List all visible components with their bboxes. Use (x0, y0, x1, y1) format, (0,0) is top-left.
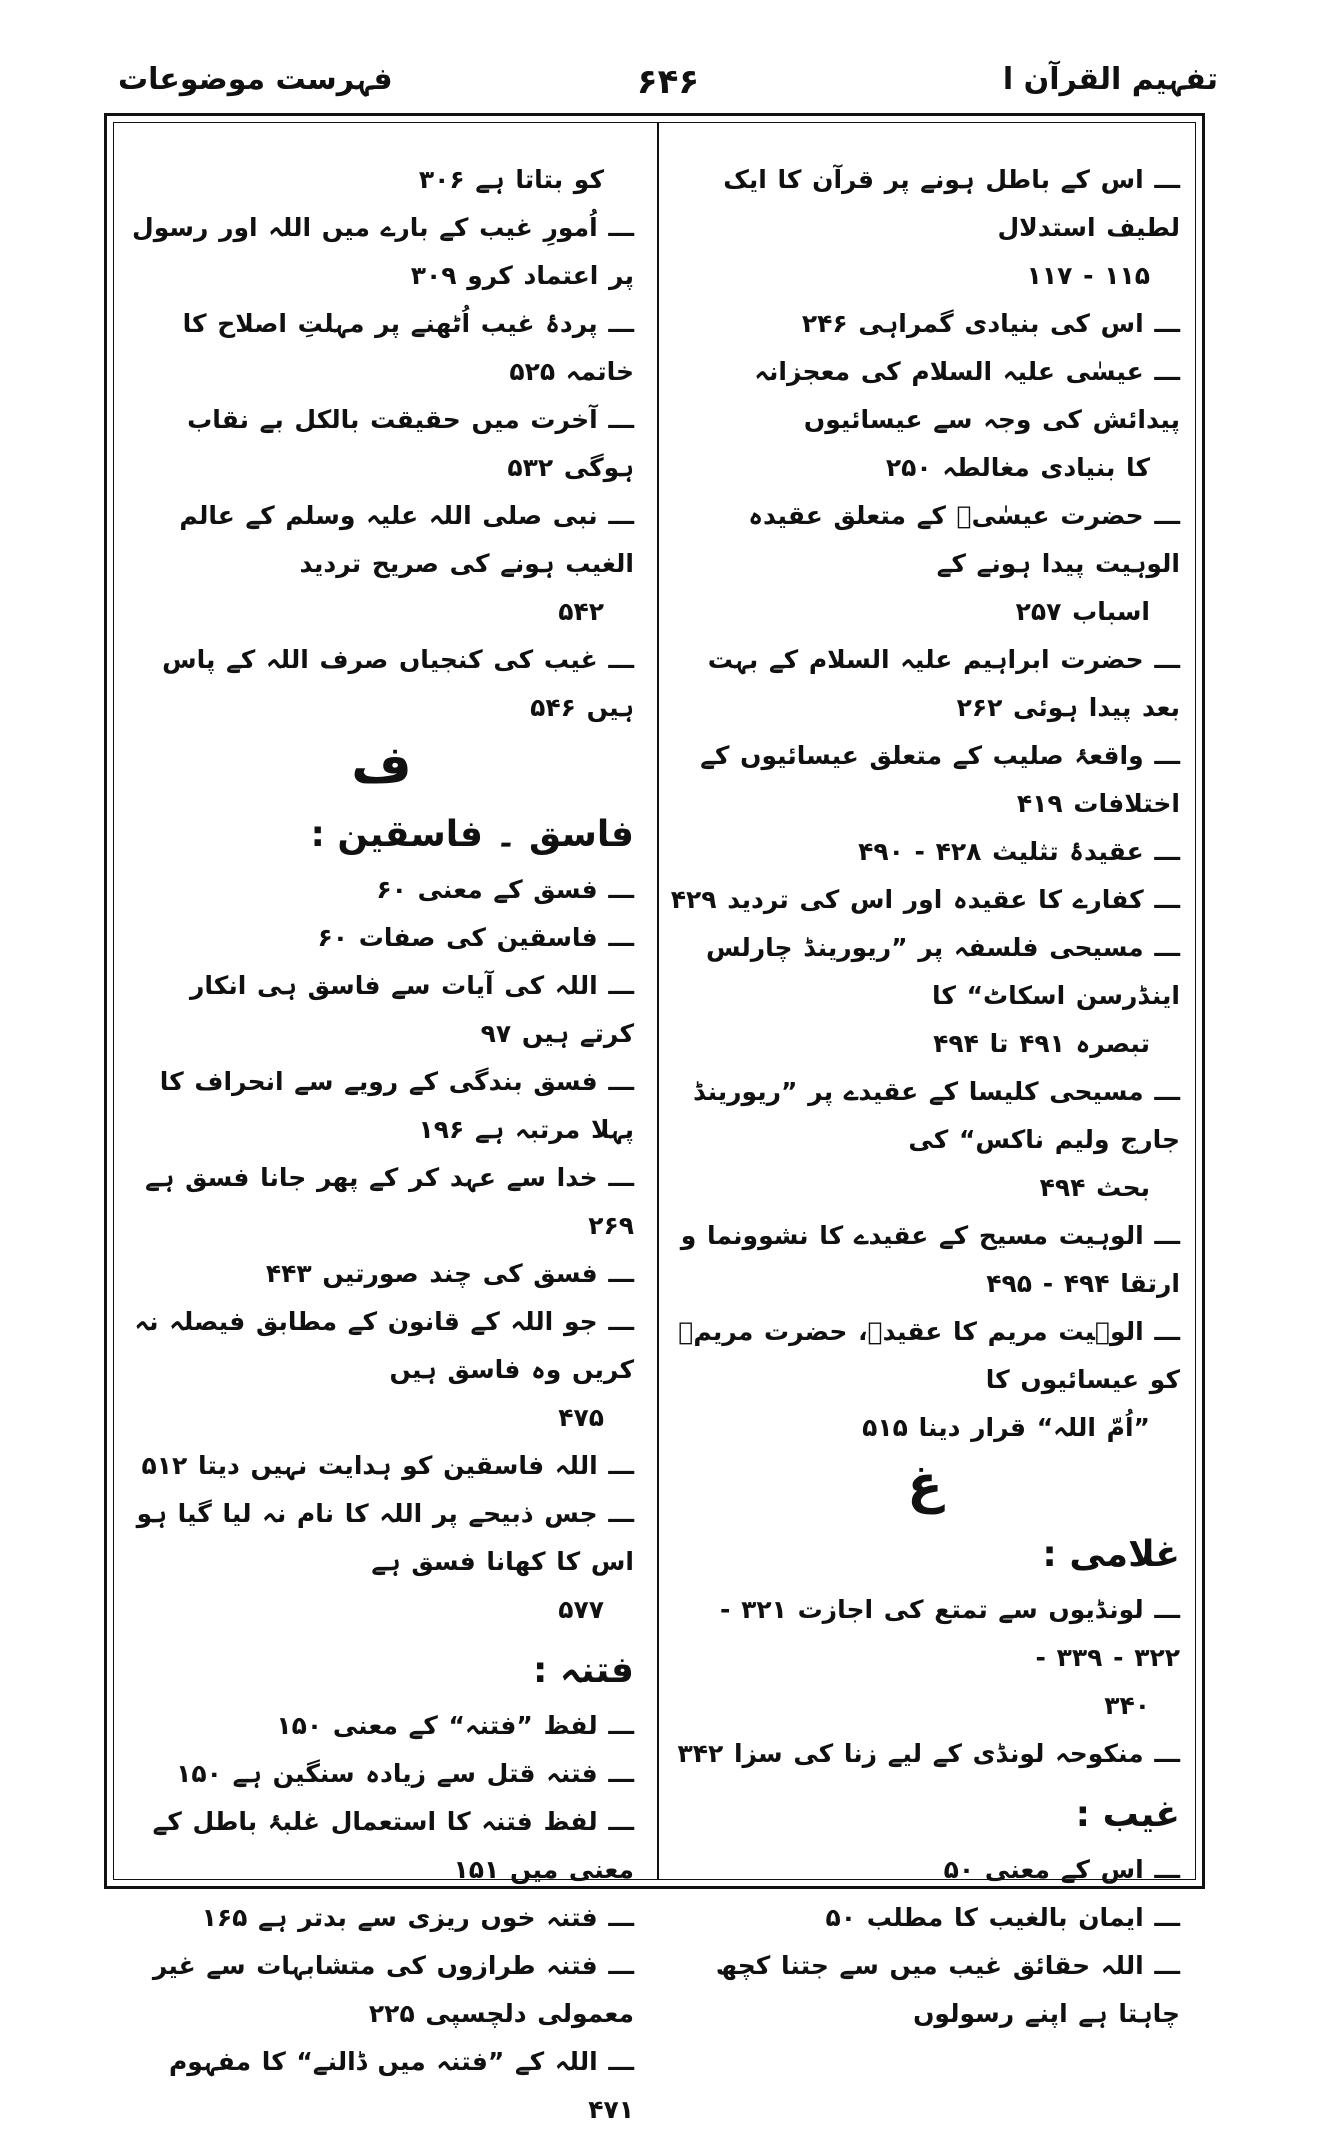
index-entry (670, 348, 1180, 492)
page-header (118, 62, 1218, 112)
index-entry (670, 1068, 1180, 1212)
entry-continuation: ۴۷۵ (558, 1403, 604, 1432)
index-entry (129, 1154, 634, 1250)
index-entry (670, 1586, 1180, 1730)
index-entry (670, 1308, 1180, 1452)
entry-text: ـــ اُمورِ غیب کے بارے میں اللہ اور رسول پر اعتماد کرو ۳۰۹ (132, 213, 634, 290)
index-entry (670, 732, 1180, 828)
entry-text: ـــ ایمان بالغیب کا مطلب ۵۰ (825, 1903, 1180, 1932)
entry-text: ـــ حضرت ابراہیم علیہ السلام کے بہت بعد پیدا ہوئی ۲۶۲ (707, 645, 1180, 722)
entry-text: ـــ اس کی بنیادی گمراہی ۲۴۶ (801, 309, 1180, 338)
section-title: فہرست موضوعات (118, 62, 393, 97)
entries-group (670, 156, 1180, 1452)
entry-text: ـــ فاسقین کی صفات ۶۰ (317, 923, 634, 952)
index-entry (670, 876, 1180, 924)
index-entry (129, 1058, 634, 1154)
index-entry (129, 1490, 634, 1634)
index-entry (129, 1894, 634, 1942)
entry-text: ـــ جس ذبیحے پر اللہ کا نام نہ لیا گیا ہو اس کا کھانا فسق ہے (136, 1499, 634, 1576)
left-column (129, 156, 634, 2134)
index-entry (670, 924, 1180, 1068)
entry-text: ـــ لفظ ”فتنہ“ کے معنی ۱۵۰ (276, 1711, 634, 1740)
index-entry (129, 1442, 634, 1490)
entry-text: ـــ مسیحی فلسفہ پر ”ریورینڈ چارلس اینڈرسن اسکاٹ“ کا (705, 933, 1180, 1010)
index-entry (129, 492, 634, 636)
index-entry (670, 156, 1180, 300)
entry-text: ـــ اس کے معنی ۵۰ (943, 1855, 1180, 1884)
page-frame (104, 113, 1205, 2124)
heading-fasiq: فاسق ۔ فاسقین : (310, 814, 634, 855)
index-entry (129, 1750, 634, 1798)
entries-group (129, 1702, 634, 2134)
entry-text: ـــ اللہ فاسقین کو ہدایت نہیں دیتا ۵۱۲ (141, 1451, 634, 1480)
entry-text: ـــ واقعۂ صلیب کے متعلق عیسائیوں کے اختلافات ۴۱۹ (700, 741, 1180, 818)
heading-fitna: فتنہ : (533, 1650, 634, 1691)
entry-text: ـــ عقیدۂ تثلیث ۴۲۸ - ۴۹۰ (858, 837, 1180, 866)
entry-text: ـــ غیب کی کنجیاں صرف اللہ کے پاس ہیں ۵۴۶ (162, 645, 634, 722)
book-title: تفہیم القرآن ا (1002, 62, 1218, 97)
entry-continuation: اسباب ۲۵۷ (1015, 597, 1150, 626)
entry-text: ـــ لفظ فتنہ کا استعمال غلبۂ باطل کے معنی میں ۱۵۱ (152, 1807, 634, 1884)
entry-continuation: کو بتاتا ہے ۳۰۶ (418, 165, 604, 194)
index-entry (129, 1942, 634, 2038)
entry-text: ـــ فسق بندگی کے رویے سے انحراف کا پہلا مرتبہ ہے ۱۹۶ (159, 1067, 634, 1144)
index-entry (129, 1702, 634, 1750)
index-entry (129, 156, 634, 204)
entry-continuation: کا بنیادی مغالطہ ۲۵۰ (885, 453, 1150, 482)
index-entry (129, 1250, 634, 1298)
index-entry (129, 1798, 634, 1894)
index-entry (670, 1942, 1180, 2038)
entry-text: ـــ اللہ کے ”فتنہ میں ڈالنے“ کا مفہوم ۴۷۱ (168, 2047, 634, 2124)
entries-group (670, 1586, 1180, 1778)
entry-text: ـــ لونڈیوں سے تمتع کی اجازت ۳۲۱ - ۳۲۲ - ۳۳۹ - (719, 1595, 1180, 1672)
index-entry (129, 914, 634, 962)
index-entry (670, 1846, 1180, 1894)
right-column (670, 156, 1180, 2038)
entry-text: ـــ الوہیت مریم کا عقیدہ، حضرت مریمؑ کو عیسائیوں کا (678, 1317, 1180, 1394)
entry-text: ـــ عیسٰی علیہ السلام کی معجزانہ پیدائش کی وجہ سے عیسائیوں (754, 357, 1180, 434)
index-entry (129, 866, 634, 914)
entry-text: ـــ فتنہ طرازوں کی متشابہات سے غیر معمولی دلچسپی ۲۲۵ (152, 1951, 634, 2028)
entry-continuation: ۵۷۷ (558, 1595, 604, 1624)
index-entry (129, 962, 634, 1058)
index-entry (670, 828, 1180, 876)
entries-group (129, 866, 634, 1634)
column-divider (657, 122, 659, 1880)
entry-continuation: ۳۴۰ (1104, 1691, 1150, 1720)
entry-text: ـــ کفارے کا عقیدہ اور اس کی تردید ۴۲۹ (670, 885, 1180, 914)
heading-ghaib: غیب : (1075, 1794, 1180, 1835)
entry-continuation: ۱۱۵ - ۱۱۷ (1026, 261, 1150, 290)
entry-text: ـــ آخرت میں حقیقت بالکل بے نقاب ہوگی ۵۳۲ (187, 405, 634, 482)
index-entry (670, 300, 1180, 348)
index-entry (670, 492, 1180, 636)
index-entry (670, 1730, 1180, 1778)
entry-text: ـــ الوہیت مسیح کے عقیدے کا نشوونما و ارتقا ۴۹۴ - ۴۹۵ (680, 1221, 1180, 1298)
entry-continuation: ”اُمّ اللہ“ قرار دینا ۵۱۵ (862, 1413, 1150, 1442)
entry-text: ـــ اللہ کی آیات سے فاسق ہی انکار کرتے ہیں ۹۷ (190, 971, 634, 1048)
entry-text: ـــ فتنہ قتل سے زیادہ سنگین ہے ۱۵۰ (176, 1759, 634, 1788)
index-entry (129, 396, 634, 492)
entry-text: ـــ منکوحہ لونڈی کے لیے زنا کی سزا ۳۴۲ (677, 1739, 1180, 1768)
entries-group (129, 156, 634, 732)
index-entry (670, 1212, 1180, 1308)
index-entry (129, 636, 634, 732)
entry-text: ـــ حضرت عیسٰیؑ کے متعلق عقیدہ الوہیت پیدا ہونے کے (748, 501, 1180, 578)
index-entry (129, 2038, 634, 2134)
index-entry (670, 1894, 1180, 1942)
entry-text: ـــ نبی صلی اللہ علیہ وسلم کے عالم الغیب ہونے کی صریح تردید (179, 501, 634, 578)
index-entry (670, 636, 1180, 732)
entry-continuation: ۵۴۲ (558, 597, 604, 626)
entry-text: ـــ فتنہ خوں ریزی سے بدتر ہے ۱۶۵ (201, 1903, 634, 1932)
letter-ghain: غ (907, 1455, 943, 1515)
entry-text: ـــ پردۂ غیب اُٹھنے پر مہلتِ اصلاح کا خاتمہ ۵۲۵ (182, 309, 634, 386)
entry-text: ـــ فسق کے معنی ۶۰ (376, 875, 634, 904)
entry-text: ـــ جو اللہ کے قانون کے مطابق فیصلہ نہ کریں وہ فاسق ہیں (134, 1307, 634, 1384)
entry-text: ـــ اللہ حقائق غیب میں سے جتنا کچھ چاہتا ہے اپنے رسولوں (715, 1951, 1180, 2028)
entries-group (670, 1846, 1180, 2038)
index-entry (129, 300, 634, 396)
entry-continuation: تبصرہ ۴۹۱ تا ۴۹۴ (933, 1029, 1150, 1058)
entry-text: ـــ مسیحی کلیسا کے عقیدے پر ”ریورینڈ جارج ولیم ناکس“ کی (693, 1077, 1180, 1154)
index-entry (129, 204, 634, 300)
page-number: ۶۴۶ (636, 62, 700, 102)
entry-text: ـــ خدا سے عہد کر کے پھر جانا فسق ہے ۲۶۹ (145, 1163, 634, 1240)
entry-continuation: بحث ۴۹۴ (1039, 1173, 1150, 1202)
entry-text: ـــ فسق کی چند صورتیں ۴۴۳ (265, 1259, 634, 1288)
heading-ghulami: غلامی : (1042, 1534, 1180, 1575)
entry-text: ـــ اس کے باطل ہونے پر قرآن کا ایک لطیف استدلال (723, 165, 1180, 242)
index-entry (129, 1298, 634, 1442)
letter-fa: ف (351, 735, 412, 795)
